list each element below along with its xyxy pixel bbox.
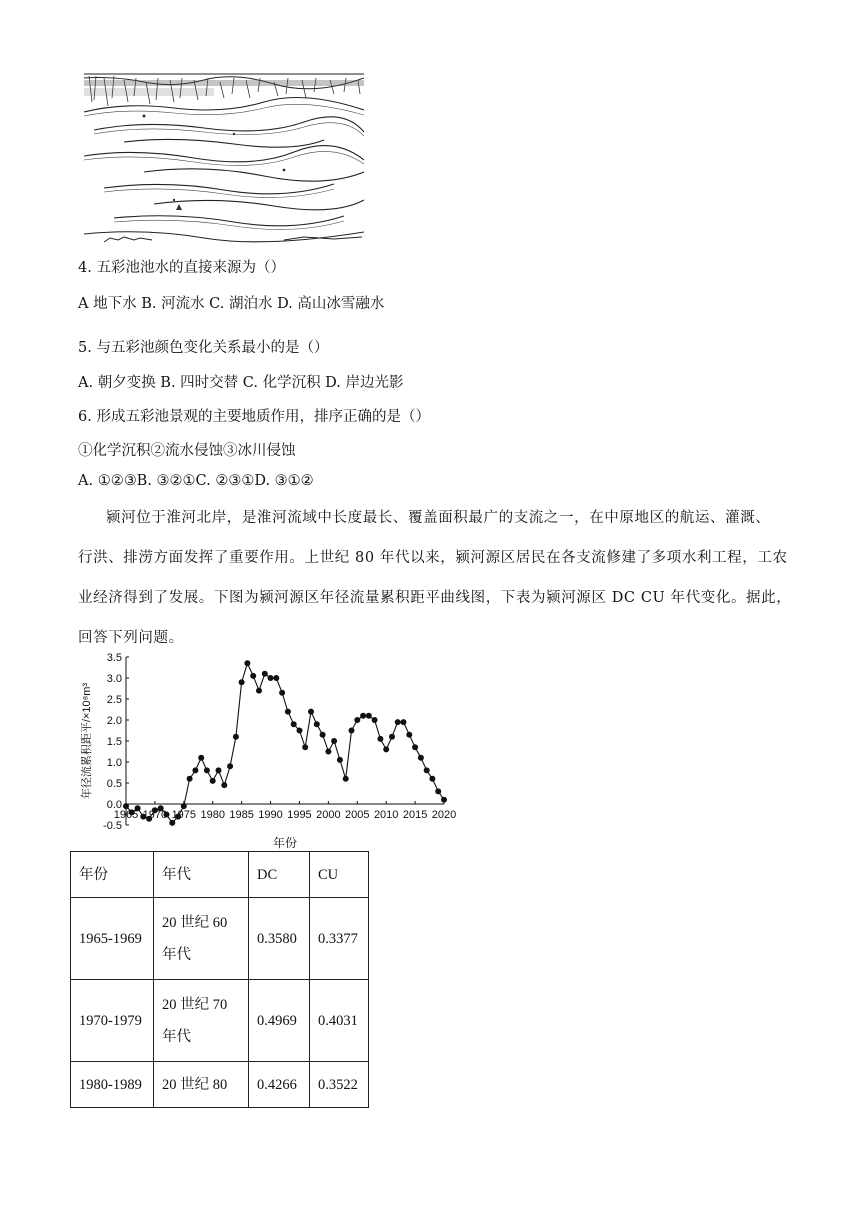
- x-tick-label: 1975: [171, 809, 197, 821]
- y-tick-label: 1.0: [106, 757, 122, 769]
- data-point: [227, 763, 233, 769]
- y-tick-label: 3.5: [106, 652, 122, 664]
- y-tick-label: 2.0: [106, 715, 122, 727]
- cell-cu: 0.3522: [310, 1062, 369, 1108]
- data-point: [250, 673, 256, 679]
- x-tick-label: 2000: [316, 809, 341, 821]
- y-tick-label: 1.5: [106, 736, 122, 748]
- y-tick-label: 0.5: [106, 778, 122, 790]
- cell-year: 1970-1979: [71, 980, 154, 1062]
- data-point: [325, 749, 331, 755]
- y-tick-label: 0.0: [106, 799, 122, 811]
- x-tick-label: 1985: [229, 809, 254, 821]
- header-dc: DC: [249, 852, 310, 898]
- y-tick-label: -0.5: [103, 820, 122, 832]
- header-era: 年代: [154, 852, 249, 898]
- data-point: [291, 721, 297, 727]
- y-tick-label: 3.0: [106, 673, 122, 685]
- data-point: [308, 709, 314, 715]
- y-tick-label: 2.5: [106, 694, 122, 706]
- table-header-row: [71, 852, 369, 898]
- data-point: [372, 717, 378, 723]
- data-point: [297, 728, 303, 734]
- cell-cu: 0.3377: [310, 898, 369, 980]
- cell-cu: 0.4031: [310, 980, 369, 1062]
- data-point: [285, 709, 291, 715]
- data-point: [360, 713, 366, 719]
- five-color-pool-sketch: [84, 72, 364, 244]
- table-row: [71, 898, 369, 980]
- x-tick-label: 1970: [142, 809, 168, 821]
- cell-era: 20 世纪 80: [154, 1062, 249, 1108]
- passage-line: 业经济得到了发展。下图为颍河源区年径流量累积距平曲线图，下表为颍河源区 DC CU 年代变化。据此，: [78, 590, 792, 606]
- x-tick-label: 2020: [431, 809, 456, 821]
- data-point: [377, 736, 383, 742]
- x-tick-label: 1965: [113, 809, 139, 821]
- data-point: [233, 734, 239, 740]
- data-point: [302, 744, 308, 750]
- data-point: [210, 778, 216, 784]
- data-point: [198, 755, 204, 761]
- data-point: [273, 675, 279, 681]
- x-tick-label: 2015: [402, 809, 428, 821]
- question-6-items: ①化学沉积②流水侵蚀③冰川侵蚀: [78, 443, 296, 459]
- data-point: [424, 767, 430, 773]
- x-tick-label: 2010: [373, 809, 399, 821]
- header-cu: CU: [310, 852, 369, 898]
- cell-year: 1980-1989: [71, 1062, 154, 1108]
- data-point: [331, 738, 337, 744]
- data-point: [279, 690, 285, 696]
- data-point: [314, 721, 320, 727]
- data-point: [349, 728, 355, 734]
- data-point: [395, 719, 401, 725]
- data-point: [221, 782, 227, 788]
- data-point: [401, 719, 407, 725]
- passage: [78, 498, 868, 658]
- data-point: [441, 797, 447, 803]
- question-5-options: A. 朝夕变换 B. 四时交替 C. 化学沉积 D. 岸边光影: [78, 375, 404, 391]
- data-point: [354, 717, 360, 723]
- dc-cu-table: [70, 851, 369, 1108]
- data-point: [337, 757, 343, 763]
- data-point: [262, 671, 268, 677]
- table-row: [71, 1062, 369, 1108]
- cell-era-line: 年代: [162, 1028, 191, 1045]
- question-5-stem: 5. 与五彩池颜色变化关系最小的是（）: [78, 340, 329, 356]
- data-point: [244, 660, 250, 666]
- x-tick-label: 1995: [287, 809, 312, 821]
- data-point: [389, 734, 395, 740]
- data-point: [268, 675, 274, 681]
- question-4-options: A 地下水 B. 河流水 C. 湖泊水 D. 高山冰雪融水: [78, 296, 385, 312]
- data-point: [435, 788, 441, 794]
- cell-dc: 0.4969: [249, 980, 310, 1062]
- data-point: [412, 744, 418, 750]
- x-tick-label: 1980: [200, 809, 225, 821]
- data-point: [187, 776, 193, 782]
- data-point: [406, 732, 412, 738]
- data-point: [216, 767, 222, 773]
- data-point: [383, 746, 389, 752]
- cell-dc: 0.3580: [249, 898, 310, 980]
- x-tick-label: 2005: [345, 809, 370, 821]
- cell-era: [154, 898, 249, 980]
- cell-year: 1965-1969: [71, 898, 154, 980]
- data-point: [204, 767, 210, 773]
- cell-dc: 0.4266: [249, 1062, 310, 1108]
- data-point: [343, 776, 349, 782]
- question-6-stem: 6. 形成五彩池景观的主要地质作用，排序正确的是（）: [78, 409, 430, 425]
- y-axis-title: 年径流累积距平/×10⁸m³: [81, 682, 93, 800]
- cell-era: [154, 980, 249, 1062]
- data-point: [366, 713, 372, 719]
- runoff-line: [126, 663, 444, 823]
- passage-line: 行洪、排涝方面发挥了重要作用。上世纪 80 年代以来，颍河源区居民在各支流修建了多项水利工程，工农: [78, 550, 788, 566]
- cell-era-line: 20 世纪 60: [162, 914, 228, 931]
- data-point: [239, 679, 245, 685]
- data-point: [256, 688, 262, 694]
- runoff-cumulative-anomaly-chart: [76, 645, 456, 850]
- question-6-options: A. ①②③B. ③②①C. ②③①D. ③①②: [78, 473, 314, 489]
- header-year: 年份: [71, 852, 154, 898]
- data-point: [192, 767, 198, 773]
- passage-line: 回答下列问题。: [78, 630, 184, 646]
- cell-era-line: 年代: [162, 946, 191, 963]
- x-tick-label: 1990: [258, 809, 283, 821]
- x-axis-title: 年份: [272, 836, 298, 850]
- passage-line: 颍河位于淮河北岸，是淮河流域中长度最长、覆盖面积最广的支流之一，在中原地区的航运、灌溉、: [106, 510, 771, 526]
- table-row: [71, 980, 369, 1062]
- data-point: [320, 732, 326, 738]
- question-4-stem: 4. 五彩池池水的直接来源为（）: [78, 260, 285, 276]
- cell-era-line: 20 世纪 70: [162, 996, 228, 1013]
- data-point: [429, 776, 435, 782]
- data-point: [418, 755, 424, 761]
